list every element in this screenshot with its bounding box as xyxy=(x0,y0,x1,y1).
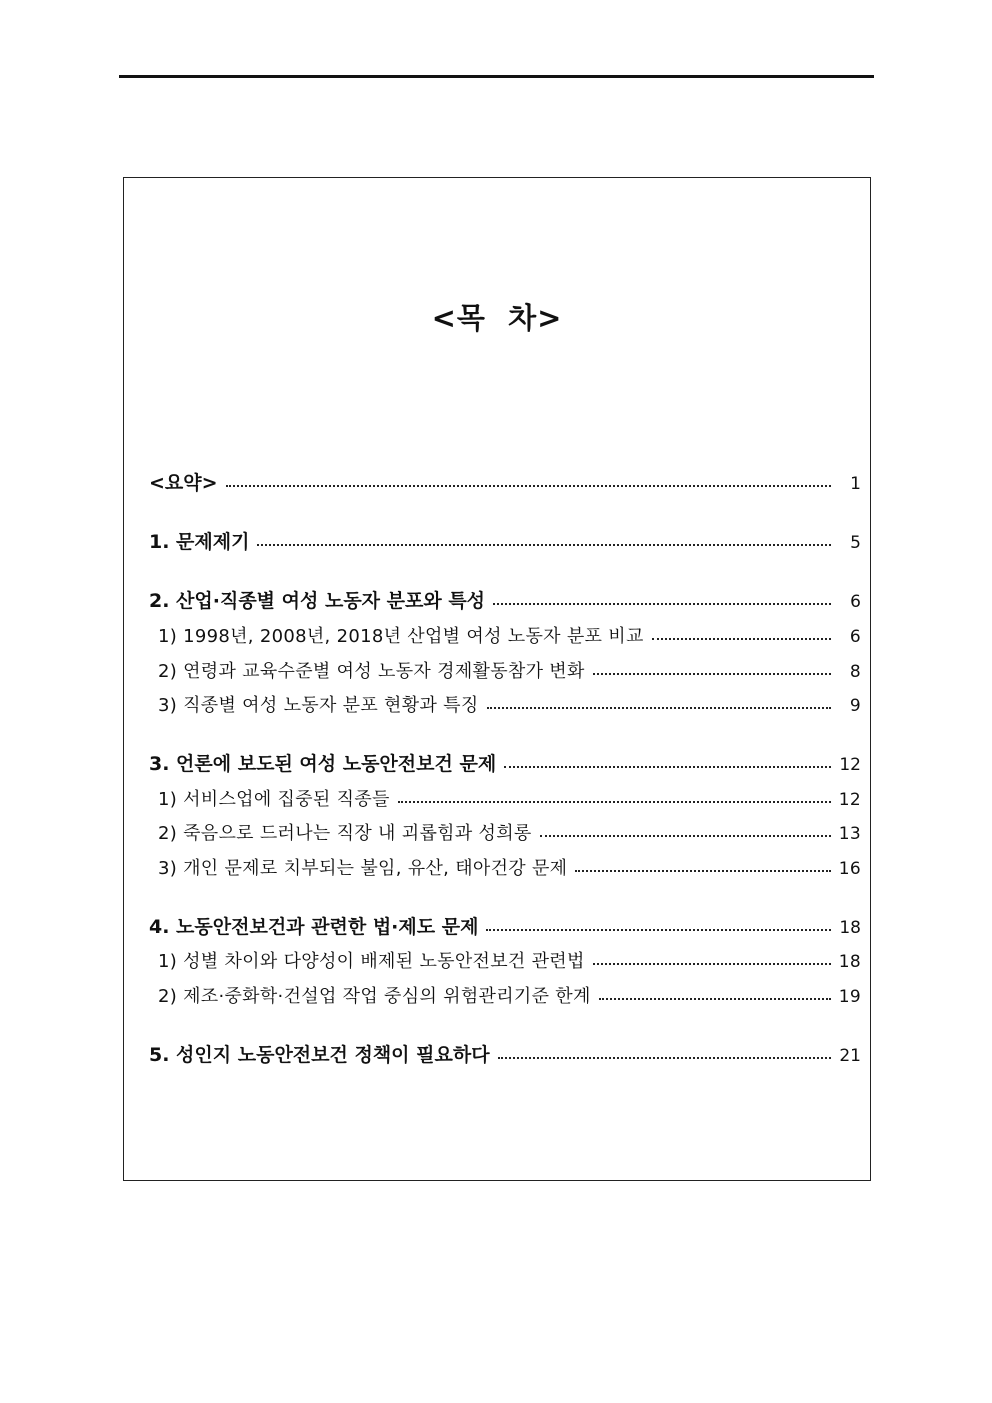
toc-entry-section-3-1[interactable] xyxy=(158,781,861,809)
dot-leader xyxy=(575,870,831,872)
header-rule xyxy=(119,75,874,78)
toc-entry-label: 2) 연령과 교육수준별 여성 노동자 경제활동참가 변화 xyxy=(158,661,585,682)
toc-entry-label: 3. 언론에 보도된 여성 노동안전보건 문제 xyxy=(149,753,497,775)
toc-page-number: 9 xyxy=(849,696,861,716)
toc-page-number: 8 xyxy=(849,662,861,682)
toc-entry-label: <요약> xyxy=(149,472,218,494)
toc-page-number: 18 xyxy=(839,918,861,938)
toc-entry-section-2-3[interactable] xyxy=(158,687,861,715)
dot-leader xyxy=(487,707,831,709)
dot-leader xyxy=(486,929,831,931)
toc-page-number: 12 xyxy=(838,790,861,810)
dot-leader xyxy=(593,963,831,965)
toc-entry-label: 5. 성인지 노동안전보건 정책이 필요하다 xyxy=(149,1044,490,1066)
dot-leader xyxy=(398,801,831,803)
toc-entry-label: 2) 제조·중화학·건설업 작업 중심의 위험관리기준 한계 xyxy=(158,986,591,1007)
toc-page-number: 16 xyxy=(838,859,861,879)
toc-entry-section-4-2[interactable] xyxy=(158,978,861,1006)
dot-leader xyxy=(593,673,831,675)
toc-entry-label: 4. 노동안전보건과 관련한 법·제도 문제 xyxy=(149,916,479,938)
toc-entry-label: 2) 죽음으로 드러나는 직장 내 괴롭힘과 성희롱 xyxy=(158,823,532,844)
toc-entry-label: 1) 성별 차이와 다양성이 배제된 노동안전보건 관련법 xyxy=(158,951,585,972)
toc-entry-section-1[interactable] xyxy=(149,524,861,552)
toc-page-number: 21 xyxy=(839,1046,861,1066)
dot-leader xyxy=(504,766,831,768)
table-of-contents-box xyxy=(123,177,871,1181)
toc-entry-label: 2. 산업·직종별 여성 노동자 분포와 특성 xyxy=(149,590,486,612)
toc-page-number: 1 xyxy=(850,474,861,494)
toc-entry-section-2[interactable] xyxy=(149,583,861,611)
dot-leader xyxy=(257,544,831,546)
toc-page-number: 6 xyxy=(850,592,861,612)
toc-page-number: 6 xyxy=(849,627,861,647)
toc-entry-section-5[interactable] xyxy=(149,1037,861,1065)
dot-leader xyxy=(493,603,831,605)
dot-leader xyxy=(652,638,831,640)
toc-page-number: 19 xyxy=(838,987,861,1007)
dot-leader xyxy=(498,1057,831,1059)
toc-entry-label: 3) 직종별 여성 노동자 분포 현황과 특징 xyxy=(158,695,479,716)
toc-title: <목 차> xyxy=(431,301,563,335)
toc-entry-section-4-1[interactable] xyxy=(158,943,861,971)
toc-page-number: 12 xyxy=(839,755,861,775)
toc-entry-label: 1. 문제제기 xyxy=(149,531,250,553)
toc-entry-section-4[interactable] xyxy=(149,909,861,937)
toc-page-number: 18 xyxy=(838,952,861,972)
toc-entry-section-3[interactable] xyxy=(149,746,861,774)
toc-entry-label: 1) 서비스업에 집중된 직종들 xyxy=(158,789,390,810)
toc-entry-section-3-2[interactable] xyxy=(158,815,861,843)
toc-entry-label: 1) 1998년, 2008년, 2018년 산업별 여성 노동자 분포 비교 xyxy=(158,626,644,647)
toc-page-number: 5 xyxy=(850,533,861,553)
toc-entry-section-3-3[interactable] xyxy=(158,850,861,878)
toc-entry-section-2-1[interactable] xyxy=(158,618,861,646)
dot-leader xyxy=(599,998,831,1000)
toc-entry-section-2-2[interactable] xyxy=(158,653,861,681)
toc-entry-label: 3) 개인 문제로 치부되는 불임, 유산, 태아건강 문제 xyxy=(158,858,568,879)
toc-page-number: 13 xyxy=(838,824,861,844)
dot-leader xyxy=(540,835,831,837)
dot-leader xyxy=(226,485,831,487)
toc-entry-summary[interactable] xyxy=(149,465,861,493)
